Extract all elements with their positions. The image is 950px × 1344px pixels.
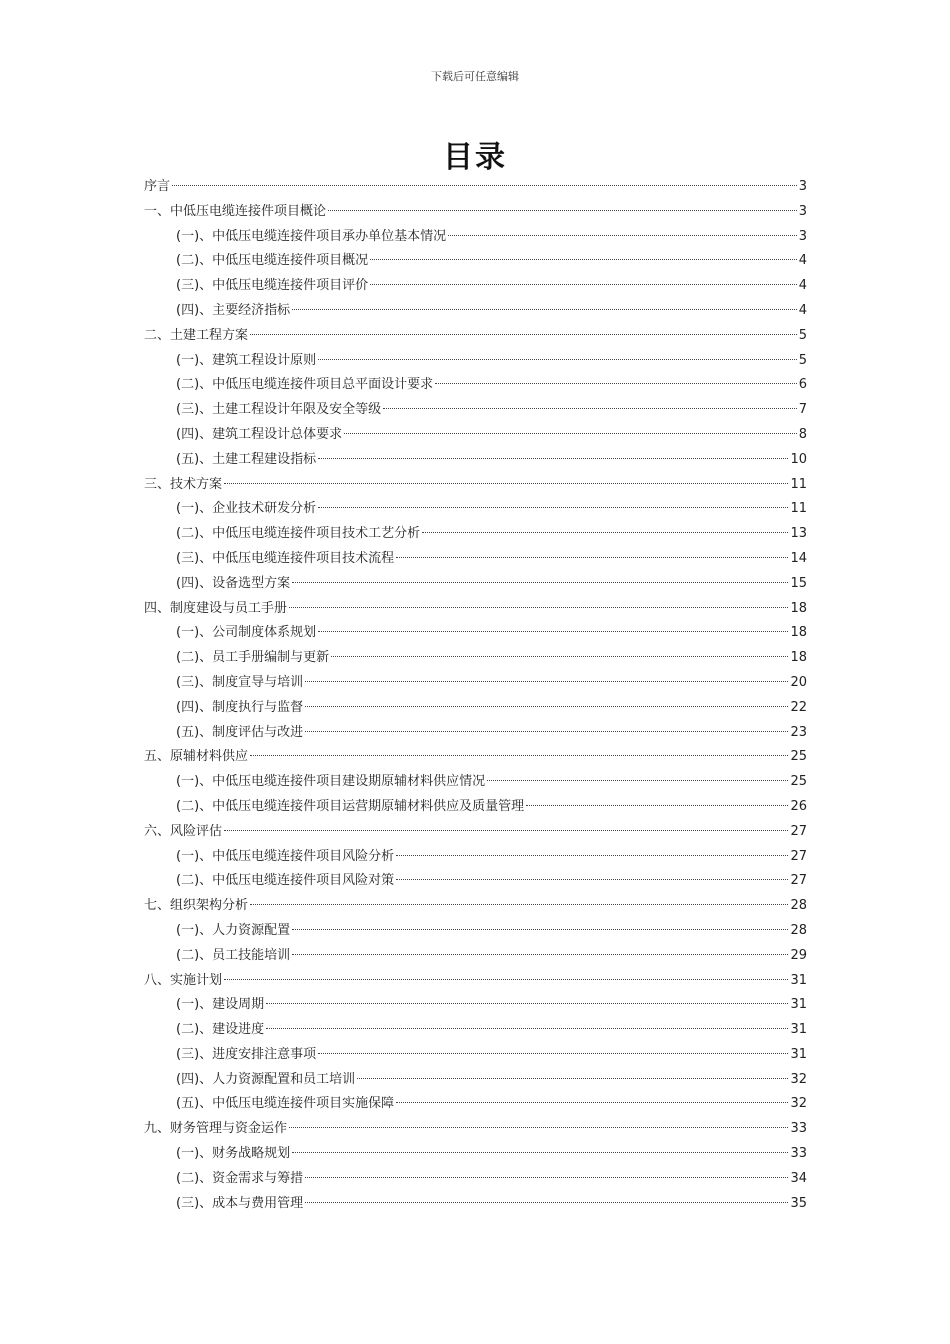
toc-page-number: 28 — [790, 898, 807, 914]
toc-entry-title: (三)、中低压电缆连接件项目技术流程 — [176, 550, 395, 566]
toc-page-number: 7 — [798, 402, 807, 418]
toc-entry-title: (四)、主要经济指标 — [176, 302, 291, 318]
toc-page-number: 4 — [798, 253, 807, 269]
toc-dot-leader — [370, 284, 797, 285]
toc-page-number: 15 — [790, 575, 807, 591]
toc-entry[interactable] — [144, 373, 807, 398]
toc-dot-leader — [422, 532, 788, 533]
toc-page-number: 6 — [798, 377, 807, 393]
toc-dot-leader — [526, 805, 788, 806]
toc-entry[interactable] — [144, 597, 807, 622]
toc-entry[interactable] — [144, 1117, 807, 1142]
toc-entry[interactable] — [144, 448, 807, 473]
toc-entry[interactable] — [144, 1068, 807, 1093]
toc-entry[interactable] — [144, 869, 807, 894]
toc-dot-leader — [318, 359, 797, 360]
toc-entry-title: 八、实施计划 — [144, 972, 223, 988]
toc-page-number: 14 — [790, 550, 807, 566]
toc-page-number: 28 — [790, 922, 807, 938]
toc-page-number: 20 — [790, 674, 807, 690]
toc-entry-title: 一、中低压电缆连接件项目概论 — [144, 203, 327, 219]
toc-dot-leader — [487, 780, 788, 781]
toc-entry-title: (一)、财务战略规划 — [176, 1146, 291, 1162]
toc-page-number: 3 — [798, 203, 807, 219]
toc-entry[interactable] — [144, 795, 807, 820]
toc-entry[interactable] — [144, 274, 807, 299]
toc-page-number: 31 — [790, 1022, 807, 1038]
toc-page-number: 31 — [790, 972, 807, 988]
toc-page-number: 4 — [798, 278, 807, 294]
toc-entry-title: (二)、员工技能培训 — [176, 947, 291, 963]
toc-entry-title: 六、风险评估 — [144, 823, 223, 839]
toc-entry-title: (二)、中低压电缆连接件项目总平面设计要求 — [176, 377, 434, 393]
toc-entry-title: (一)、企业技术研发分析 — [176, 501, 317, 517]
toc-entry[interactable] — [144, 473, 807, 498]
toc-page-number: 35 — [790, 1195, 807, 1211]
toc-dot-leader — [318, 507, 788, 508]
toc-entry[interactable] — [144, 969, 807, 994]
toc-entry[interactable] — [144, 1018, 807, 1043]
toc-entry[interactable] — [144, 894, 807, 919]
toc-entry[interactable] — [144, 522, 807, 547]
toc-entry-title: (一)、中低压电缆连接件项目承办单位基本情况 — [176, 228, 447, 244]
toc-entry[interactable] — [144, 1043, 807, 1068]
toc-entry[interactable] — [144, 621, 807, 646]
toc-entry-title: (二)、中低压电缆连接件项目运营期原辅材料供应及质量管理 — [176, 798, 525, 814]
toc-entry-title: (四)、建筑工程设计总体要求 — [176, 426, 343, 442]
toc-dot-leader — [292, 929, 788, 930]
toc-dot-leader — [292, 1152, 788, 1153]
toc-page-number: 32 — [790, 1071, 807, 1087]
toc-page-number: 26 — [790, 798, 807, 814]
toc-dot-leader — [292, 309, 797, 310]
toc-entry-title: 序言 — [144, 179, 171, 194]
toc-dot-leader — [318, 458, 788, 459]
toc-page-number: 3 — [798, 228, 807, 244]
toc-page-number: 22 — [790, 699, 807, 715]
toc-page-number: 11 — [790, 501, 807, 517]
toc-page-number: 31 — [790, 997, 807, 1013]
toc-dot-leader — [289, 1127, 788, 1128]
toc-page-number: 3 — [798, 179, 807, 194]
toc-dot-leader — [305, 1202, 788, 1203]
toc-dot-leader — [250, 334, 797, 335]
toc-title: 目录 — [443, 140, 507, 175]
toc-dot-leader — [396, 557, 788, 558]
toc-page-number: 32 — [790, 1096, 807, 1112]
toc-entry-title: 三、技术方案 — [144, 476, 223, 492]
toc-entry-title: (四)、人力资源配置和员工培训 — [176, 1071, 356, 1087]
toc-page-number: 18 — [790, 600, 807, 616]
toc-entry[interactable] — [144, 1167, 807, 1192]
toc-page-number: 27 — [790, 823, 807, 839]
toc-entry-title: (五)、制度评估与改进 — [176, 724, 304, 740]
toc-dot-leader — [305, 681, 788, 682]
toc-entry-title: (五)、土建工程建设指标 — [176, 451, 317, 467]
toc-page-number: 10 — [790, 451, 807, 467]
toc-entry[interactable] — [144, 919, 807, 944]
toc-dot-leader — [318, 1053, 788, 1054]
toc-dot-leader — [289, 607, 788, 608]
toc-dot-leader — [305, 731, 788, 732]
toc-page-number: 8 — [798, 426, 807, 442]
toc-entry[interactable] — [144, 1092, 807, 1117]
toc-dot-leader — [448, 235, 797, 236]
toc-entry[interactable] — [144, 398, 807, 423]
toc-entry[interactable] — [144, 324, 807, 349]
toc-entry-title: (四)、设备选型方案 — [176, 575, 291, 591]
toc-entry-title: (三)、土建工程设计年限及安全等级 — [176, 402, 382, 418]
toc-dot-leader — [266, 1003, 788, 1004]
toc-entry-title: 五、原辅材料供应 — [144, 749, 249, 765]
toc-page-number: 27 — [790, 848, 807, 864]
toc-entry-title: (二)、中低压电缆连接件项目技术工艺分析 — [176, 526, 421, 542]
toc-dot-leader — [331, 656, 788, 657]
toc-page-number: 11 — [790, 476, 807, 492]
toc-entry-title: (四)、制度执行与监督 — [176, 699, 304, 715]
toc-entry[interactable] — [144, 1192, 807, 1217]
toc-entry[interactable] — [144, 993, 807, 1018]
toc-entry-title: (一)、建筑工程设计原则 — [176, 352, 317, 368]
toc-page-number: 5 — [798, 352, 807, 368]
toc-dot-leader — [318, 631, 788, 632]
toc-dot-leader — [292, 954, 788, 955]
toc-page-number: 25 — [790, 774, 807, 790]
toc-dot-leader — [172, 185, 797, 186]
toc-entry[interactable] — [144, 845, 807, 870]
toc-page-number: 13 — [790, 526, 807, 542]
toc-entry[interactable] — [144, 944, 807, 969]
toc-dot-leader — [266, 1028, 788, 1029]
toc-entry[interactable] — [144, 497, 807, 522]
toc-page-number: 31 — [790, 1046, 807, 1062]
toc-dot-leader — [383, 408, 797, 409]
toc-entry[interactable] — [144, 175, 807, 200]
toc-entry[interactable] — [144, 200, 807, 225]
toc-entry[interactable] — [144, 225, 807, 250]
toc-entry-title: (三)、成本与费用管理 — [176, 1195, 304, 1211]
toc-entry[interactable] — [144, 696, 807, 721]
toc-entry-title: (二)、员工手册编制与更新 — [176, 650, 330, 666]
toc-page-number: 18 — [790, 650, 807, 666]
toc-entry[interactable] — [144, 770, 807, 795]
toc-entry[interactable] — [144, 646, 807, 671]
toc-dot-leader — [224, 830, 788, 831]
toc-entry-title: 七、组织架构分析 — [144, 898, 249, 914]
toc-dot-leader — [250, 755, 788, 756]
toc-page-number: 27 — [790, 873, 807, 889]
toc-page-number: 33 — [790, 1121, 807, 1137]
toc-dot-leader — [292, 582, 788, 583]
toc-entry[interactable] — [144, 349, 807, 374]
toc-dot-leader — [328, 210, 797, 211]
page-header: 下载后可任意编辑 — [431, 70, 519, 83]
toc-entry[interactable] — [144, 249, 807, 274]
toc-entry-title: (二)、中低压电缆连接件项目概况 — [176, 253, 369, 269]
toc-entry-title: (一)、公司制度体系规划 — [176, 625, 317, 641]
toc-page-number: 18 — [790, 625, 807, 641]
toc-dot-leader — [435, 383, 797, 384]
toc-page-number: 5 — [798, 327, 807, 343]
toc-entry[interactable] — [144, 745, 807, 770]
toc-dot-leader — [396, 855, 788, 856]
toc-dot-leader — [357, 1078, 788, 1079]
toc-entry-title: 四、制度建设与员工手册 — [144, 600, 288, 616]
toc-dot-leader — [305, 1177, 788, 1178]
toc-page-number: 23 — [790, 724, 807, 740]
toc-page-number: 33 — [790, 1146, 807, 1162]
toc-entry[interactable] — [144, 1142, 807, 1167]
toc-page-number: 25 — [790, 749, 807, 765]
toc-entry-title: (一)、中低压电缆连接件项目建设期原辅材料供应情况 — [176, 774, 486, 790]
toc-dot-leader — [250, 904, 788, 905]
toc-entry[interactable] — [144, 820, 807, 845]
toc-entry-title: (五)、中低压电缆连接件项目实施保障 — [176, 1096, 395, 1112]
table-of-contents — [144, 175, 807, 1216]
toc-dot-leader — [370, 259, 797, 260]
toc-entry-title: (一)、建设周期 — [176, 997, 265, 1013]
toc-entry[interactable] — [144, 572, 807, 597]
toc-entry[interactable] — [144, 299, 807, 324]
toc-entry[interactable] — [144, 671, 807, 696]
toc-dot-leader — [224, 979, 788, 980]
toc-dot-leader — [224, 483, 788, 484]
toc-page-number: 34 — [790, 1170, 807, 1186]
toc-entry[interactable] — [144, 721, 807, 746]
toc-dot-leader — [396, 879, 788, 880]
toc-entry-title: (一)、中低压电缆连接件项目风险分析 — [176, 848, 395, 864]
toc-entry-title: 二、土建工程方案 — [144, 327, 249, 343]
toc-dot-leader — [344, 433, 797, 434]
toc-dot-leader — [305, 706, 788, 707]
toc-entry-title: (二)、资金需求与筹措 — [176, 1170, 304, 1186]
toc-entry-title: (一)、人力资源配置 — [176, 922, 291, 938]
toc-entry[interactable] — [144, 547, 807, 572]
toc-page-number: 29 — [790, 947, 807, 963]
toc-entry-title: (三)、进度安排注意事项 — [176, 1046, 317, 1062]
toc-page-number: 4 — [798, 302, 807, 318]
toc-entry-title: 九、财务管理与资金运作 — [144, 1121, 288, 1137]
toc-entry[interactable] — [144, 423, 807, 448]
toc-dot-leader — [396, 1102, 788, 1103]
toc-entry-title: (三)、制度宣导与培训 — [176, 674, 304, 690]
toc-entry-title: (二)、建设进度 — [176, 1022, 265, 1038]
toc-entry-title: (二)、中低压电缆连接件项目风险对策 — [176, 873, 395, 889]
toc-entry-title: (三)、中低压电缆连接件项目评价 — [176, 278, 369, 294]
